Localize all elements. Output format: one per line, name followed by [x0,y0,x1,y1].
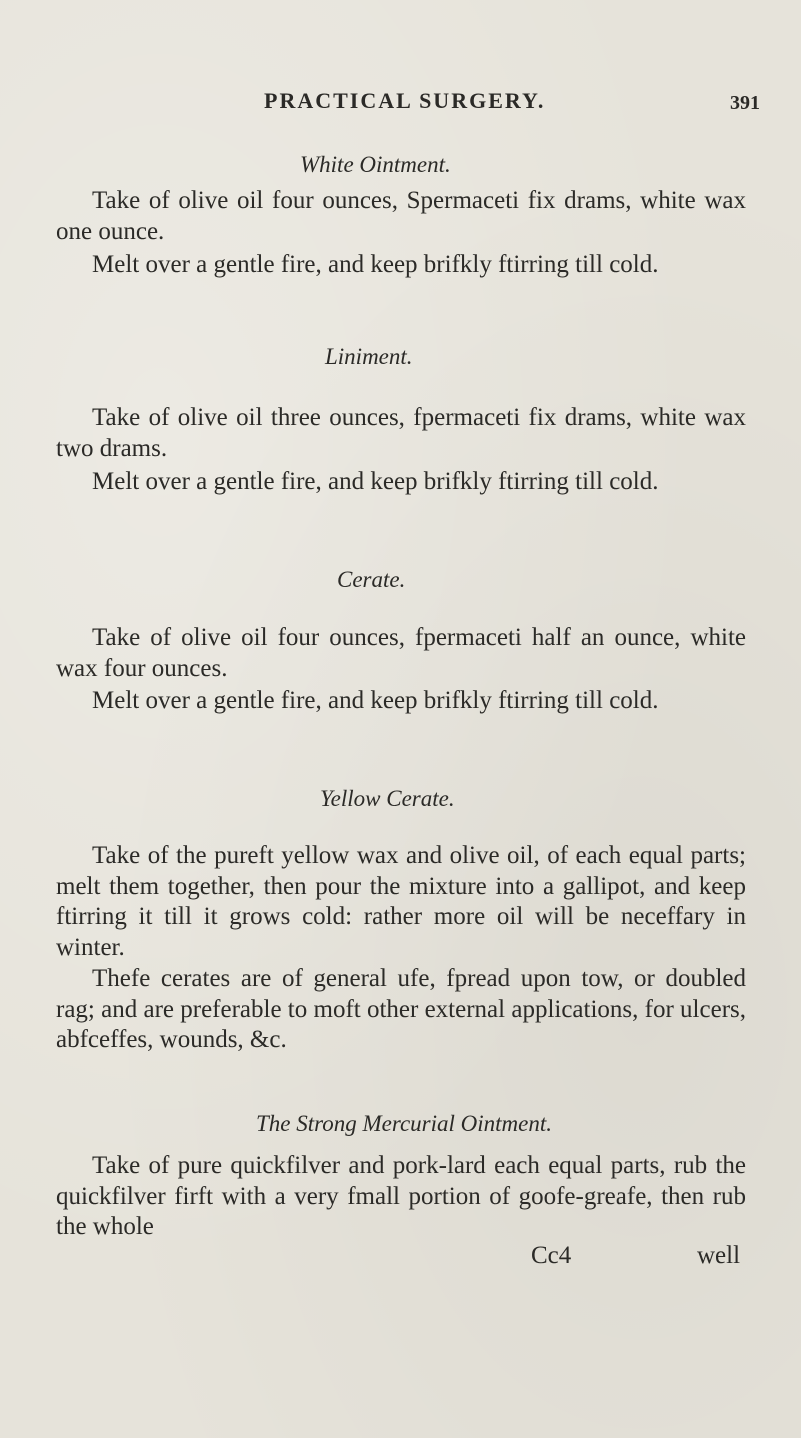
signature-mark: Cc4 [531,1242,572,1269]
section-heading: Yellow Cerate. [320,786,455,811]
catchword: well [697,1242,741,1269]
paragraph: Take of olive oil three ounces, fpermaceti fix drams, white wax two drams. [56,404,746,462]
section-heading: Liniment. [325,344,413,369]
paragraph: Melt over a gentle fire, and keep brifkly ftirring till cold. [92,687,659,714]
paragraph: Take of olive oil four ounces, fpermaceti half an ounce, white wax four ounces. [56,624,746,682]
running-head: PRACTICAL SURGERY. [264,88,546,113]
section-heading: The Strong Mercurial Ointment. [256,1111,552,1136]
paragraph: Melt over a gentle fire, and keep brifkly ftirring till cold. [92,468,659,495]
page-number: 391 [730,92,760,114]
section-heading: Cerate. [337,567,406,592]
paragraph: Take of the pureft yellow wax and olive oil, of each equal parts; melt them together, then pour the mixture into a gallipot, and keep ftirring it till it grows cold: rather more oil will be neceffary in winter. [56,842,746,961]
paragraph: Take of olive oil four ounces, Spermaceti fix drams, white wax one ounce. [56,187,746,245]
paragraph: Melt over a gentle fire, and keep brifkly ftirring till cold. [92,251,659,278]
paragraph: Take of pure quickfilver and pork-lard each equal parts, rub the quickfilver firft with a very fmall portion of goofe-greafe, then rub the whole [56,1152,746,1240]
section-heading: White Ointment. [300,152,451,177]
page-footer [56,1242,746,1272]
paragraph: Thefe cerates are of general ufe, fpread upon tow, or doubled rag; and are preferable to moft other external applications, for ulcers, abfceffes, wounds, &c. [56,965,746,1053]
